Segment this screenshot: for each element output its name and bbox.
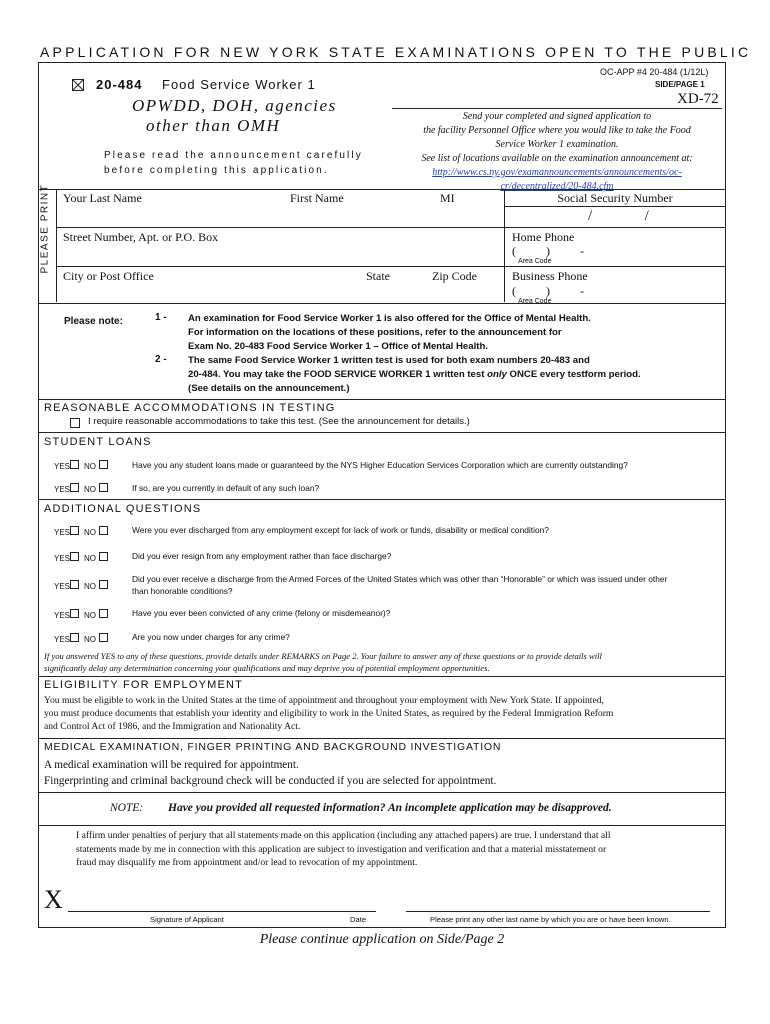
aq5-no-box[interactable] xyxy=(99,633,108,642)
aq5-no-label: NO xyxy=(84,635,96,644)
note-2-line-3: (See details on the announcement.) xyxy=(188,383,350,394)
other-name-line[interactable] xyxy=(406,911,710,912)
affirmation-line-3: fraud may disqualify me from appointment and/or lead to revocation of my appointment. xyxy=(76,857,418,868)
aq5-yes-label: YES xyxy=(54,635,71,644)
divider xyxy=(38,676,726,677)
aq2-yes-box[interactable] xyxy=(70,552,79,561)
divider xyxy=(38,432,726,433)
aq1-yes-label: YES xyxy=(54,528,71,537)
aq5-yes-box[interactable] xyxy=(70,633,79,642)
medical-line-1: A medical examination will be required for appointment. xyxy=(44,759,299,771)
aq2-no-box[interactable] xyxy=(99,552,108,561)
date-label: Date xyxy=(350,915,367,924)
eligibility-text xyxy=(44,694,613,733)
home-area-code-label: Area Code xyxy=(518,258,552,265)
please-note-label: Please note: xyxy=(64,316,123,327)
send-line-1: Send your completed and signed application to xyxy=(462,111,652,122)
announcement-link-2[interactable]: cr/decentralized/20-484.cfm xyxy=(500,181,614,192)
city-label: City or Post Office xyxy=(63,269,154,283)
remarks-note-line-1: If you answered YES to any of these questions, provide details under REMARKS on Page 2. Your failure to answer any of these questions or to provide details will xyxy=(44,651,602,661)
sl-q1-yes-label: YES xyxy=(54,462,71,471)
send-instructions xyxy=(392,110,722,194)
aq1-no-label: NO xyxy=(84,528,96,537)
affirmation-line-1: I affirm under penalties of perjury that all statements made on this application (including any attached papers) are true. I understand that all xyxy=(76,830,611,841)
aq1-text: Were you ever discharged from any employment except for lack of work or funds, disability or medical condition? xyxy=(132,525,549,535)
first-name-label: First Name xyxy=(290,191,344,205)
note-1-line-3: Exam No. 20-483 Food Service Worker 1 – Office of Mental Health. xyxy=(188,341,488,352)
note-2 xyxy=(188,354,641,396)
home-phone-label: Home Phone xyxy=(512,230,575,244)
business-phone-field[interactable]: ( ) - xyxy=(512,284,584,298)
sl-q2-no-box[interactable] xyxy=(99,483,108,492)
aq4-yes-label: YES xyxy=(54,611,71,620)
aq2-text: Did you ever resign from any employment rather than face discharge? xyxy=(132,551,392,561)
check-x-icon xyxy=(72,79,84,91)
state-label: State xyxy=(366,269,390,283)
aq1-no-box[interactable] xyxy=(99,526,108,535)
accommodations-checkbox[interactable] xyxy=(70,418,80,428)
eligibility-heading: ELIGIBILITY FOR EMPLOYMENT xyxy=(44,679,244,691)
signature-x-mark: X xyxy=(44,885,63,914)
remarks-note xyxy=(44,650,602,674)
aq4-no-label: NO xyxy=(84,611,96,620)
note-1-line-1: An examination for Food Service Worker 1 is also offered for the Office of Mental Health. xyxy=(188,313,591,324)
send-line-3: Service Worker 1 examination. xyxy=(495,139,619,150)
send-divider xyxy=(392,108,722,109)
aq3-text-line-2: than honorable conditions? xyxy=(132,586,233,596)
affirmation-text xyxy=(76,829,611,870)
sl-q2-yes-label: YES xyxy=(54,485,71,494)
mi-label: MI xyxy=(440,191,455,205)
aq3-text-line-1: Did you ever receive a discharge from the Armed Forces of the United States which was other than “Honorable” or which was issued under other xyxy=(132,574,668,584)
sl-q2-yes-box[interactable] xyxy=(70,483,79,492)
sl-q1-no-box[interactable] xyxy=(99,460,108,469)
divider xyxy=(38,189,726,190)
announcement-link-1[interactable]: http://www.cs.ny.gov/examannouncements/announcements/oc- xyxy=(432,167,682,178)
aq3-yes-label: YES xyxy=(54,582,71,591)
student-loans-heading: STUDENT LOANS xyxy=(44,436,152,448)
medical-text xyxy=(44,757,496,789)
aq3-text xyxy=(132,573,667,597)
exam-number: 20-484 xyxy=(96,77,143,92)
home-phone-field[interactable]: ( ) - xyxy=(512,244,584,258)
agencies-line-1: OPWDD, DOH, agencies xyxy=(132,96,337,115)
aq4-no-box[interactable] xyxy=(99,609,108,618)
last-name-label: Your Last Name xyxy=(63,191,142,205)
divider xyxy=(38,499,726,500)
note-2-text-only: only xyxy=(487,369,507,380)
business-area-code-label: Area Code xyxy=(518,298,552,305)
ssn-field[interactable]: / / xyxy=(588,208,649,224)
divider xyxy=(38,303,726,304)
note-label: NOTE: xyxy=(110,802,144,814)
aq3-no-box[interactable] xyxy=(99,580,108,589)
accommodations-heading: REASONABLE ACCOMMODATIONS IN TESTING xyxy=(44,402,336,414)
note-2-text-a: 20-484. You may take the FOOD SERVICE WORKER 1 written test xyxy=(188,369,488,380)
divider xyxy=(56,266,726,267)
aq5-text: Are you now under charges for any crime? xyxy=(132,632,290,642)
zip-label: Zip Code xyxy=(432,269,477,283)
sl-q2-no-label: NO xyxy=(84,485,96,494)
divider xyxy=(38,738,726,739)
business-phone-label: Business Phone xyxy=(512,269,588,283)
aq1-yes-box[interactable] xyxy=(70,526,79,535)
xd-code: XD-72 xyxy=(677,91,719,107)
read-note-line-1: Please read the announcement carefully xyxy=(104,150,363,161)
sl-q1-yes-box[interactable] xyxy=(70,460,79,469)
sl-q1-no-label: NO xyxy=(84,462,96,471)
read-note-line-2: before completing this application. xyxy=(104,165,329,176)
continue-footer: Please continue application on Side/Page 2 xyxy=(259,932,505,947)
send-line-4: See list of locations available on the examination announcement at: xyxy=(421,153,693,164)
sl-q2-text: If so, are you currently in default of any such loan? xyxy=(132,483,320,493)
divider xyxy=(38,792,726,793)
form-code: OC-APP #4 20-484 (1/12L) xyxy=(600,67,709,77)
form-title: APPLICATION FOR NEW YORK STATE EXAMINATIONS OPEN TO THE PUBLIC xyxy=(40,44,752,60)
additional-questions-heading: ADDITIONAL QUESTIONS xyxy=(44,503,202,515)
affirmation-line-2: statements made by me in connection with this application are subject to investigation and verification and that a material misstatement or xyxy=(76,843,607,855)
exam-title: Food Service Worker 1 xyxy=(162,77,316,92)
aq3-yes-box[interactable] xyxy=(70,580,79,589)
note-1-line-2: For information on the locations of these positions, refer to the announcement for xyxy=(188,327,562,338)
note-2-line-2 xyxy=(188,368,641,382)
aq4-text: Have you ever been convicted of any crime (felony or misdemeanor)? xyxy=(132,608,391,618)
eligibility-line-2: you must produce documents that establish your identity and eligibility to work in the United States, as required by the Federal Immigration Reform xyxy=(44,708,614,719)
send-line-2: the facility Personnel Office where you would like to take the Food xyxy=(423,125,691,136)
agencies-line-2: other than OMH xyxy=(146,116,281,135)
street-label: Street Number, Apt. or P.O. Box xyxy=(63,230,219,244)
eligibility-line-1: You must be eligible to work in the United States at the time of appointment and throughout your employment with New York State. If appointed, xyxy=(44,695,604,706)
aq2-yes-label: YES xyxy=(54,554,71,563)
sl-q1-text: Have you any student loans made or guaranteed by the NYS Higher Education Services Corporation which are currently outstanding? xyxy=(132,460,628,470)
divider xyxy=(56,227,726,228)
please-print-label: PLEASE PRINT xyxy=(39,183,51,274)
ssn-underline xyxy=(504,206,726,207)
exam-checkbox[interactable] xyxy=(72,79,84,91)
signature-label: Signature of Applicant xyxy=(150,915,224,924)
note-2-line-1: The same Food Service Worker 1 written test is used for both exam numbers 20-483 and xyxy=(188,355,590,366)
signature-line[interactable] xyxy=(68,911,376,912)
note-text: Have you provided all requested information? An incomplete application may be disapproved. xyxy=(168,802,612,814)
aq2-no-label: NO xyxy=(84,554,96,563)
medical-line-2: Fingerprinting and criminal background check will be conducted if you are selected for appointment. xyxy=(44,775,497,787)
divider xyxy=(38,825,726,826)
note-2-number: 2 - xyxy=(155,354,167,365)
print-column-divider xyxy=(56,189,57,302)
note-1 xyxy=(188,312,591,354)
eligibility-line-3: and Control Act of 1986, and the Immigration and Nationality Act. xyxy=(44,721,301,732)
divider xyxy=(38,399,726,400)
other-name-label: Please print any other last name by which you are or have been known. xyxy=(430,915,671,924)
aq3-no-label: NO xyxy=(84,582,96,591)
note-1-number: 1 - xyxy=(155,312,167,323)
note-2-text-c: ONCE every testform period. xyxy=(506,369,641,380)
aq4-yes-box[interactable] xyxy=(70,609,79,618)
medical-heading: MEDICAL EXAMINATION, FINGER PRINTING AND BACKGROUND INVESTIGATION xyxy=(44,741,502,753)
remarks-note-line-2: significantly delay any determination concerning your qualifications and may deprive you of potential employment opportunities. xyxy=(44,663,490,673)
accommodations-text: I require reasonable accommodations to take this test. (See the announcement for details.) xyxy=(88,416,470,427)
side-page: SIDE/PAGE 1 xyxy=(655,80,705,89)
ssn-label: Social Security Number xyxy=(557,191,673,205)
